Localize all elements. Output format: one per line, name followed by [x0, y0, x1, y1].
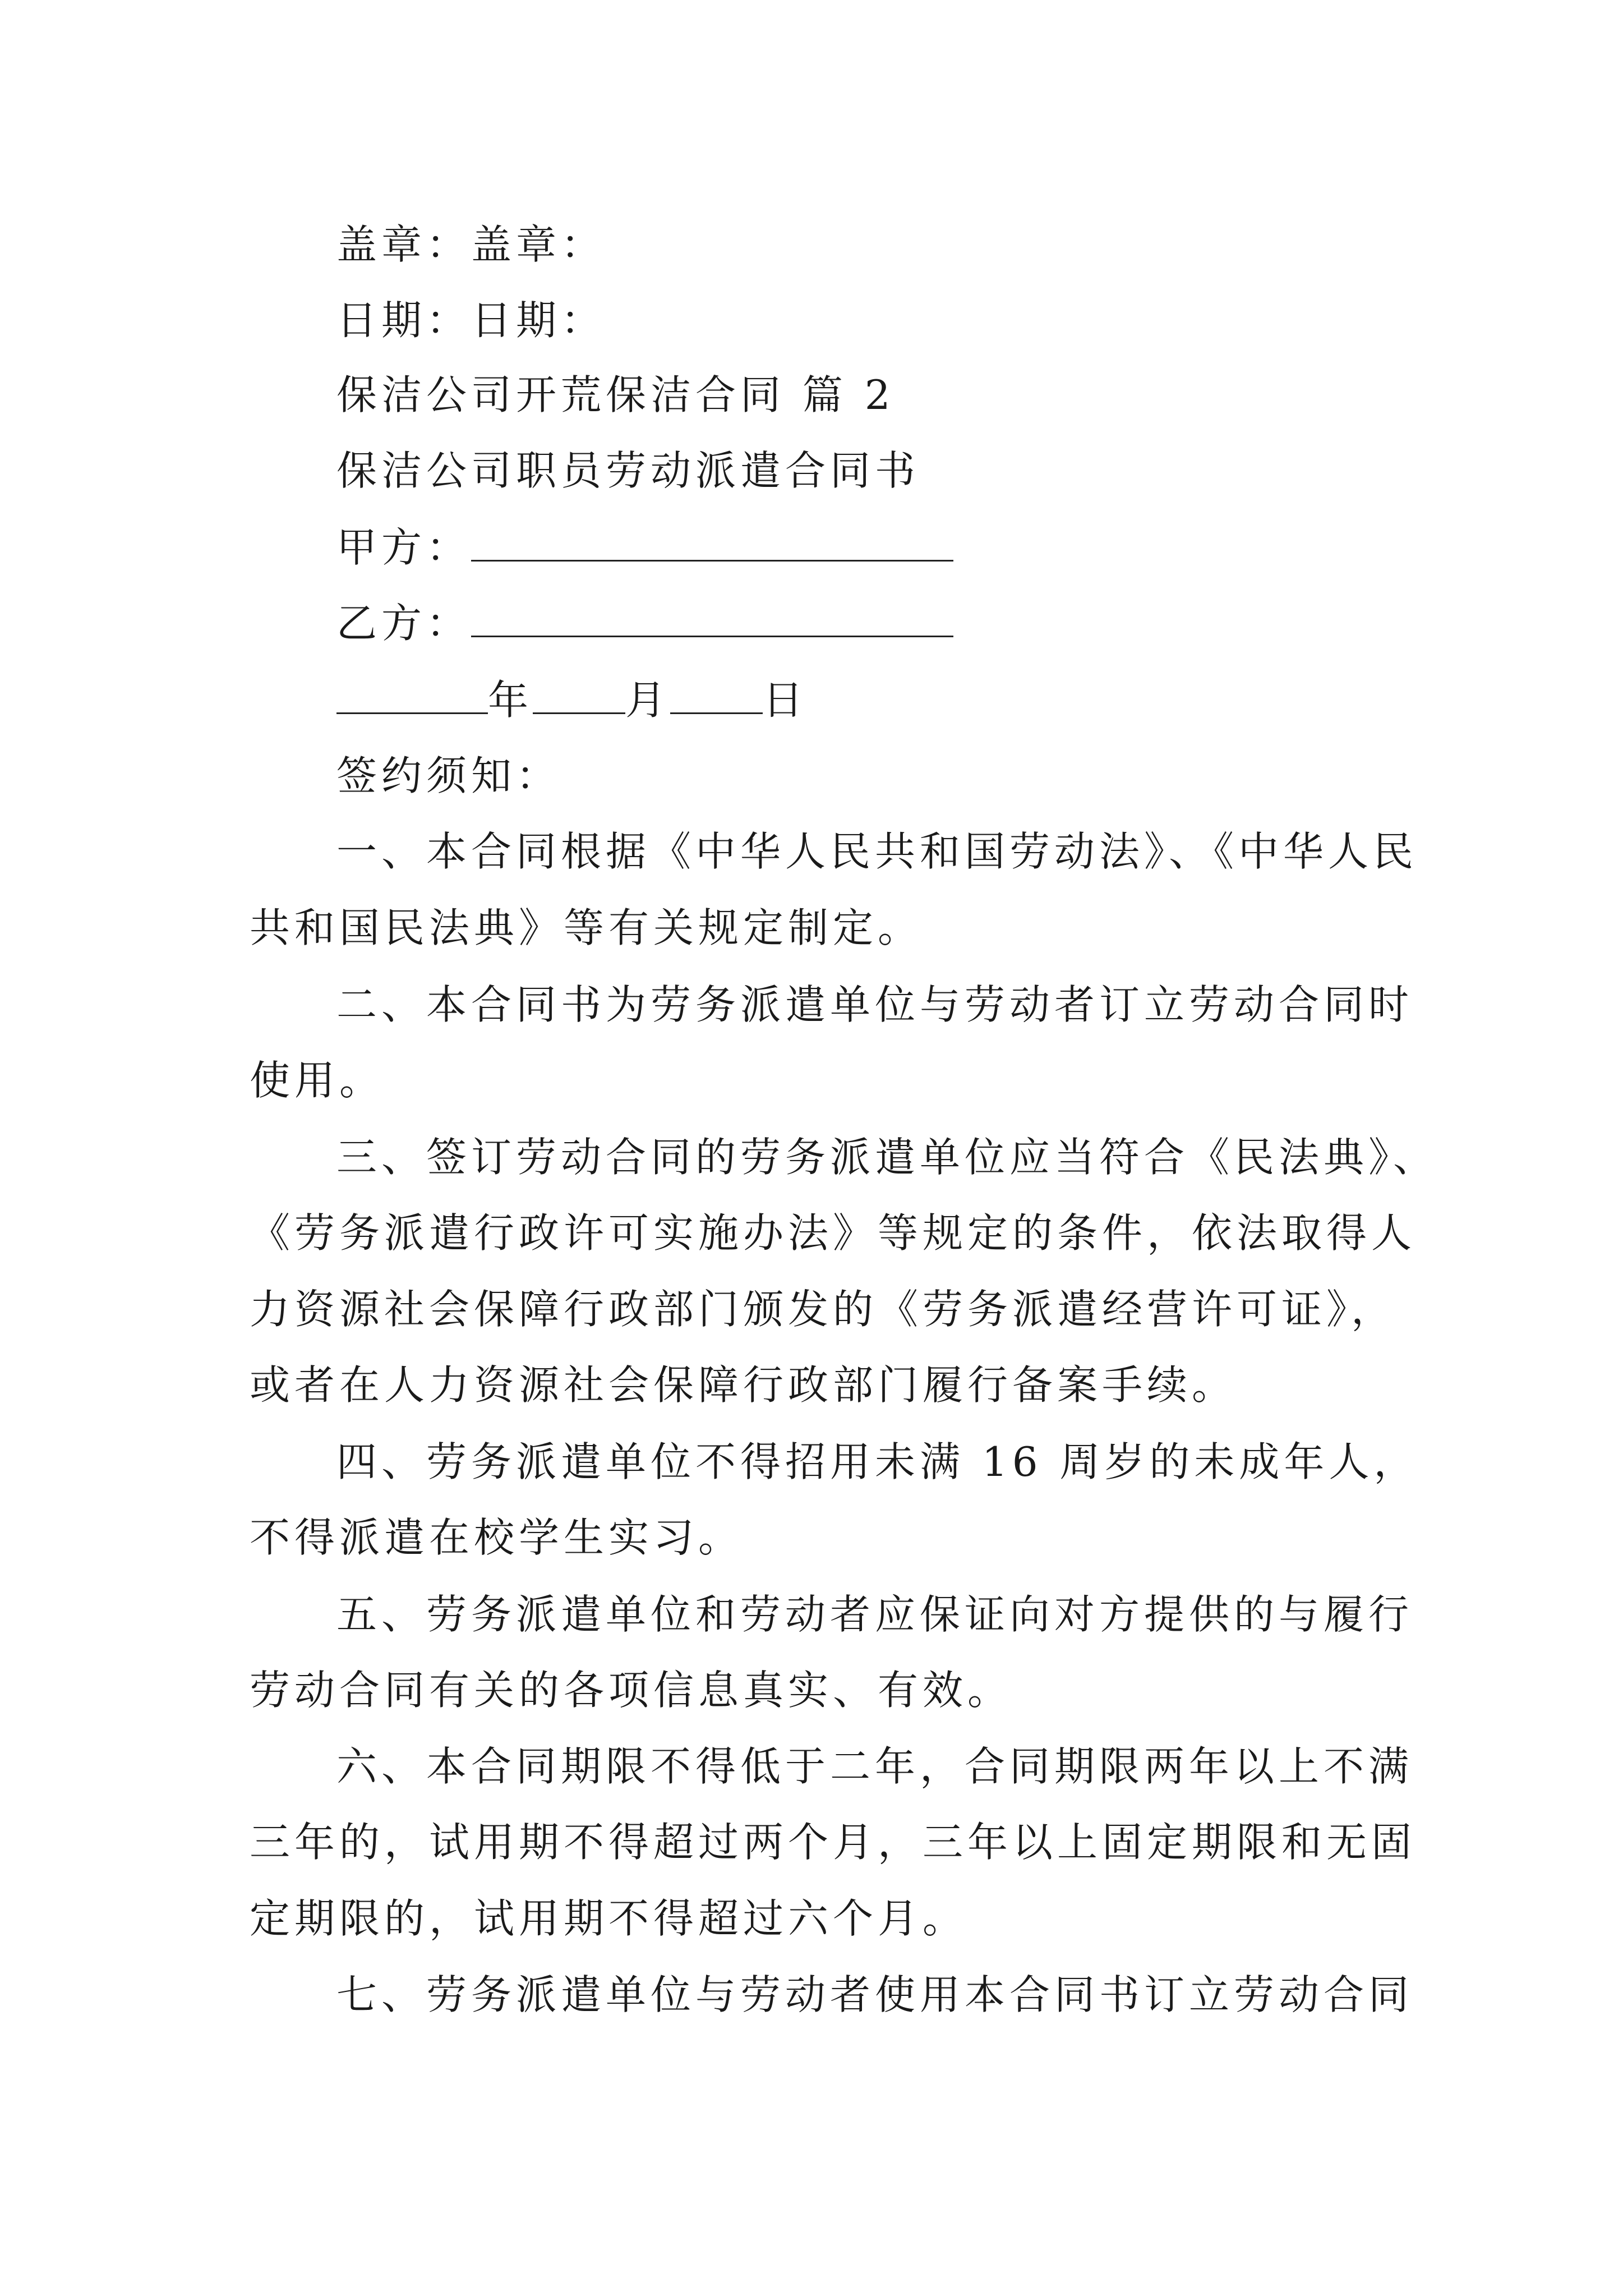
article-2-title: 保洁公司开荒保洁合同 篇 2: [336, 371, 895, 418]
paragraph-4-line-1: 四、劳务派遣单位不得招用未满 16 周岁的未成年人，: [336, 1438, 1419, 1485]
date-line: 日期：日期：: [336, 297, 606, 344]
year-label: 年: [488, 677, 533, 724]
paragraph-6-line-3: 定期限的，试用期不得超过六个月。: [250, 1895, 968, 1942]
party-a-label: 甲方：: [336, 524, 472, 571]
day-label: 日: [763, 677, 808, 724]
paragraph-5-line-2: 劳动合同有关的各项信息真实、有效。: [250, 1667, 1013, 1714]
paragraph-7-line-1: 七、劳务派遣单位与劳动者使用本合同书订立劳动合同: [336, 1971, 1414, 2018]
paragraph-1-line-2: 共和国民法典》等有关规定制定。: [250, 904, 923, 951]
paragraph-3-line-2: 《劳务派遣行政许可实施办法》等规定的条件，依法取得人: [250, 1209, 1417, 1257]
paragraph-6-line-2: 三年的，试用期不得超过两个月，三年以上固定期限和无固: [250, 1819, 1417, 1866]
party-b-label: 乙方：: [336, 600, 472, 647]
contract-title: 保洁公司职员劳动派遣合同书: [336, 447, 920, 494]
party-a-line: [336, 524, 953, 571]
paragraph-6-line-1: 六、本合同期限不得低于二年，合同期限两年以上不满: [336, 1743, 1414, 1790]
paragraph-4-line-2: 不得派遣在校学生实习。: [250, 1514, 744, 1561]
seal-line: 盖章：盖章：: [336, 221, 606, 268]
year-blank: [336, 680, 488, 714]
party-a-blank: [471, 527, 953, 562]
paragraph-3-line-4: 或者在人力资源社会保障行政部门履行备案手续。: [250, 1361, 1237, 1409]
notice-heading: 签约须知：: [336, 752, 561, 799]
paragraph-2-line-1: 二、本合同书为劳务派遣单位与劳动者订立劳动合同时: [336, 981, 1414, 1028]
party-b-line: [336, 600, 953, 647]
paragraph-2-line-2: 使用。: [250, 1057, 385, 1104]
party-b-blank: [471, 603, 953, 637]
month-label: 月: [625, 677, 671, 724]
month-blank: [533, 680, 625, 714]
day-blank: [670, 680, 763, 714]
paragraph-5-line-1: 五、劳务派遣单位和劳动者应保证向对方提供的与履行: [336, 1591, 1414, 1638]
paragraph-1-line-1: 一、本合同根据《中华人民共和国劳动法》、《中华人民: [336, 828, 1418, 875]
paragraph-3-line-1: 三、签订劳动合同的劳务派遣单位应当符合《民法典》、: [336, 1134, 1438, 1181]
date-blanks-line: [336, 677, 808, 724]
paragraph-3-line-3: 力资源社会保障行政部门颁发的《劳务派遣经营许可证》，: [250, 1286, 1396, 1333]
